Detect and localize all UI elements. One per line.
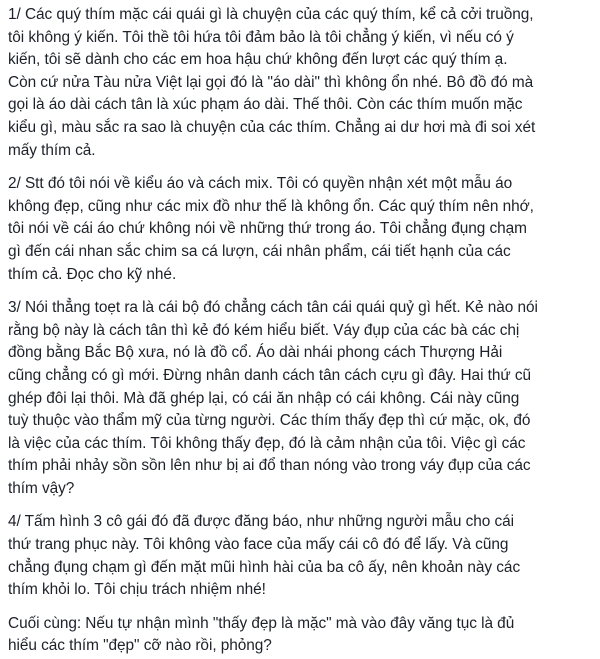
- text-line: chẳng đụng chạm gì đến mặt mũi hình hài của ba cô ấy, nên khoản này các: [8, 558, 521, 576]
- text-line: không đẹp, cũng như các mix đồ như thế là không ổn. Các quý thím nên nhớ,: [8, 197, 534, 215]
- text-line: rằng bộ này là cách tân thì kẻ đó kém hiểu biết. Váy đụp của các bà các chị: [8, 321, 520, 339]
- text-line: là việc của các thím. Tôi không thấy đẹp, đó là cảm nhận của tôi. Việc gì các: [8, 434, 526, 452]
- text-line: thím khỏi lo. Tôi chịu trách nhiệm nhé!: [8, 581, 266, 599]
- text-line: đồng bằng Bắc Bộ xưa, nó là đồ cổ. Áo dài nhái phong cách Thượng Hải: [8, 344, 503, 362]
- text-line: tôi không ý kiến. Tôi thề tôi hứa tôi đảm bảo là tôi chẳng ý kiến, vì nếu có ý: [8, 28, 514, 46]
- text-line: gọi là áo dài cách tân là xúc phạm áo dài. Thế thôi. Còn các thím muốn mặc: [8, 96, 523, 114]
- text-line: thím phải nhảy sồn sồn lên như bị ai đổ than nóng vào trong váy đụp của các: [8, 457, 531, 475]
- text-line: Cuối cùng: Nếu tự nhận mình "thấy đẹp là mặc" mà vào đây văng tục là đủ: [8, 614, 515, 632]
- text-line: gì đến cái nhan sắc chim sa cá lượn, cái nhân phẩm, cái tiết hạnh của các: [8, 242, 511, 260]
- paragraph-1: [8, 4, 592, 162]
- paragraph-2: [8, 173, 592, 286]
- text-line: tuỳ thuộc vào thẩm mỹ của từng người. Các thím thấy đẹp thì cứ mặc, ok, đó: [8, 412, 531, 430]
- text-line: 2/ Stt đó tôi nói về kiểu áo và cách mix. Tôi có quyền nhận xét một mẫu áo: [8, 175, 513, 193]
- text-line: cũng chẳng có gì mới. Đừng nhân danh cách tân cách cựu gì đây. Hai thứ cũ: [8, 366, 532, 384]
- text-line: tôi nói về cái áo chứ không nói về những thứ trong áo. Tôi chẳng đụng chạm: [8, 220, 527, 238]
- text-line: mấy thím cả.: [8, 141, 96, 159]
- paragraph-4: [8, 511, 592, 601]
- text-line: 1/ Các quý thím mặc cái quái gì là chuyện của các quý thím, kể cả cởi truồng,: [8, 6, 534, 23]
- text-line: 3/ Nói thẳng toẹt ra là cái bộ đó chẳng cách tân cái quái quỷ gì hết. Kẻ nào nói: [8, 299, 538, 317]
- paragraph-3: [8, 297, 592, 500]
- text-line: thím vậy?: [8, 479, 75, 497]
- text-line: kiến, tôi sẽ dành cho các em hoa hậu chứ không đến lượt các quý thím ạ.: [8, 51, 508, 69]
- text-line: thím cả. Đọc cho kỹ nhé.: [8, 265, 177, 283]
- text-line: ghép đôi lại thôi. Mà đã ghép lại, có cái ăn nhập có cái không. Cái này cũng: [8, 389, 520, 407]
- text-line: 4/ Tấm hình 3 cô gái đó đã được đăng báo, như những người mẫu cho cái: [8, 513, 515, 531]
- text-line: thứ trang phục này. Tôi không vào face của mấy cái cô đó để lấy. Và cũng: [8, 536, 509, 554]
- text-line: hiểu các thím "đẹp" cỡ nào rồi, phỏng?: [8, 637, 272, 655]
- text-line: kiểu gì, màu sắc ra sao là chuyện của các thím. Chẳng ai dư hơi mà đi soi xét: [8, 118, 536, 136]
- paragraph-conclusion: [8, 613, 592, 658]
- text-line: Còn cứ nửa Tàu nửa Việt lại gọi đó là "áo dài" thì không ổn nhé. Bô đồ đó mà: [8, 73, 534, 91]
